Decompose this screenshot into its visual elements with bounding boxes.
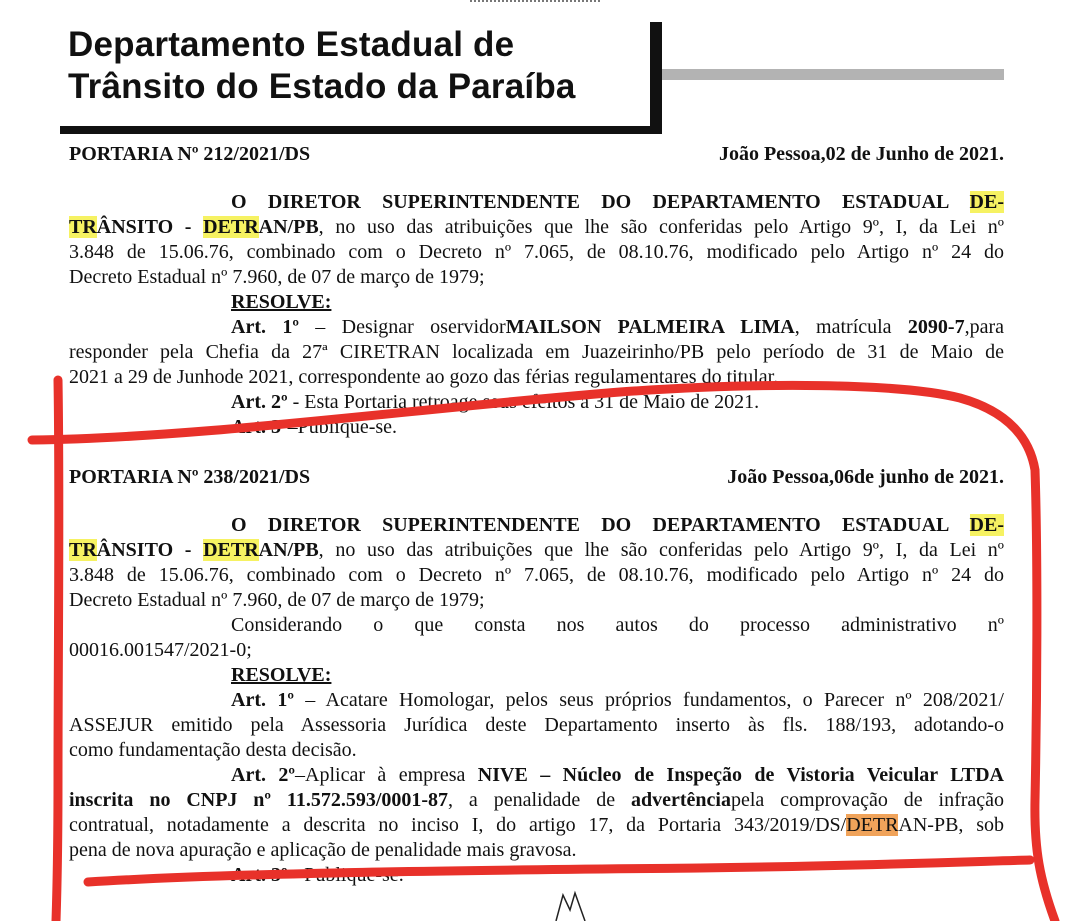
portaria2-preamble-line1: O DIRETOR SUPERINTENDENTE DO DEPARTAMENTO ESTADUAL DE- [231, 514, 1004, 536]
highlight-mark: DE- [969, 191, 1004, 213]
portaria1-preamble-line3: 3.848 de 15.06.76, combinado com o Decreto nº 7.065, de 08.10.76, modificado pelo Artigo nº 24 do [69, 241, 1004, 263]
highlight-mark: DETR [203, 216, 259, 238]
portaria2-art2-line3: contratual, notadamente a descrita no inciso I, do artigo 17, da Portaria 343/2019/DS/DETRAN-PB, sob [69, 814, 1004, 836]
portaria1-resolve: RESOLVE: [231, 291, 332, 313]
header-box [60, 22, 662, 134]
portaria2-considerando-line2: 00016.001547/2021-0; [69, 639, 252, 661]
portaria2-heading [69, 465, 1004, 489]
portaria1-preamble-line1: O DIRETOR SUPERINTENDENTE DO DEPARTAMENTO ESTADUAL DE- [231, 191, 1004, 213]
header-title [68, 24, 576, 108]
header-rule [662, 69, 1004, 80]
portaria1-art2: Art. 2º - Esta Portaria retroage seus efeitos a 31 de Maio de 2021. [231, 391, 760, 413]
highlight-mark: TR [69, 539, 97, 561]
portaria2-art2-line2: inscrita no CNPJ nº 11.572.593/0001-87, a penalidade de advertênciapela comprovação de infração [69, 789, 1005, 811]
highlight-mark: TR [69, 216, 97, 238]
portaria1-art1-line3: 2021 a 29 de Junhode 2021, correspondente ao gozo das férias regulamentares do titular. [69, 366, 779, 388]
portaria2-art2-line4: pena de nova apuração e aplicação de penalidade mais gravosa. [69, 839, 577, 861]
portaria2-art1-line2: ASSEJUR emitido pela Assessoria Jurídica deste Departamento inserto às fls. 188/193, adotando-o [69, 714, 1004, 736]
portaria2-considerando-line1: Considerando o que consta nos autos do processo administrativo nº [231, 614, 1004, 636]
portaria1-date: João Pessoa,02 de Junho de 2021. [718, 143, 1004, 165]
portaria2-resolve: RESOLVE: [231, 664, 332, 686]
portaria2-art2-line1: Art. 2º–Aplicar à empresa NIVE – Núcleo de Inspeção de Vistoria Veicular LTDA [231, 764, 1004, 786]
portaria1-heading [69, 142, 1004, 166]
portaria2-art1-line1: Art. 1º – Acatare Homologar, pelos seus próprios fundamentos, o Parecer nº 208/2021/ [231, 689, 1004, 711]
highlight-mark: DE- [969, 514, 1004, 536]
portaria1-art3: Art. 3º–Publique-se. [231, 416, 398, 438]
portaria1-art1-line1: Art. 1º – Designar oservidorMAILSON PALMEIRA LIMA, matrícula 2090-7,para [231, 316, 1004, 338]
portaria1-number: PORTARIA Nº 212/2021/DS [69, 143, 311, 165]
portaria2-preamble-line2: TRÂNSITO - DETRAN/PB, no uso das atribuições que lhe são conferidas pelo Artigo 9º, I, da Lei nº [69, 539, 1004, 561]
portaria1-preamble-line2: TRÂNSITO - DETRAN/PB, no uso das atribuições que lhe são conferidas pelo Artigo 9º, I, da Lei nº [69, 216, 1004, 238]
highlight-mark: DETR [846, 814, 899, 836]
highlight-mark: DETR [203, 539, 259, 561]
portaria1-preamble-line4: Decreto Estadual nº 7.960, de 07 de março de 1979; [69, 266, 485, 288]
page-edge-mark [470, 0, 600, 5]
portaria2-preamble-line3: 3.848 de 15.06.76, combinado com o Decreto nº 7.065, de 08.10.76, modificado pelo Artigo nº 24 do [69, 564, 1004, 586]
portaria2-art1-line3: como fundamentação desta decisão. [69, 739, 357, 761]
portaria2-date: João Pessoa,06de junho de 2021. [727, 466, 1004, 488]
portaria2-number: PORTARIA Nº 238/2021/DS [69, 466, 311, 488]
portaria2-preamble-line4: Decreto Estadual nº 7.960, de 07 de março de 1979; [69, 589, 485, 611]
portaria2-art3: Art. 3º - Publique-se. [231, 864, 404, 886]
header-title-line2: Trânsito do Estado da Paraíba [68, 67, 576, 106]
header-title-line1: Departamento Estadual de [68, 25, 515, 64]
portaria1-art1-line2: responder pela Chefia da 27ª CIRETRAN localizada em Juazeirinho/PB pelo período de 31 de Maio de [69, 341, 1004, 363]
